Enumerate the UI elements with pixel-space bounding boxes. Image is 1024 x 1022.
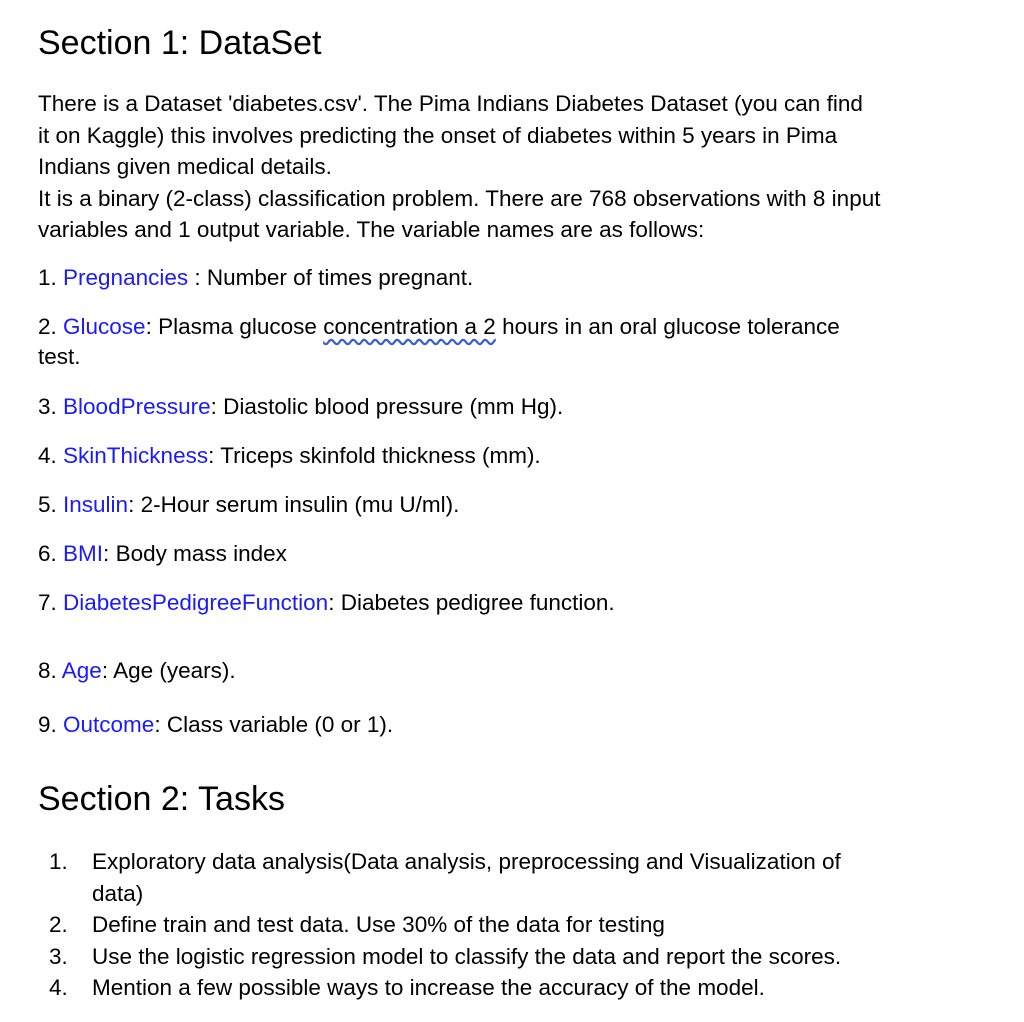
section-1-heading: Section 1: DataSet [38,24,322,62]
variable-item-insulin: 5. Insulin: 2-Hour serum insulin (mu U/ml). [38,492,460,517]
variable-name: DiabetesPedigreeFunction [63,590,329,615]
variable-item-skinthickness: 4. SkinThickness: Triceps skinfold thickness (mm). [38,443,541,468]
intro-paragraph [38,88,1000,246]
task-item: 3. Use the logistic regression model to classify the data and report the scores. [49,943,842,969]
variable-item-outcome: 9. Outcome: Class variable (0 or 1). [38,712,394,737]
variable-item-glucose: 2. Glucose: Plasma glucose concentration a 2 hours in an oral glucose tolerance [38,314,840,339]
variable-name: Outcome [63,712,155,737]
variable-desc: Plasma glucose [158,314,324,339]
intro-line: It is a binary (2-class) classification problem. There are 768 observations with 8 input [38,185,881,211]
variable-name: SkinThickness [63,443,209,468]
task-item: 4. Mention a few possible ways to increase the accuracy of the model. [49,975,765,1000]
variable-desc: Number of times pregnant. [206,265,474,290]
intro-line: it on Kaggle) this involves predicting the onset of diabetes within 5 years in Pima [38,122,838,148]
variable-desc: Body mass index [115,541,287,566]
variable-item-diabetespedigreefunction: 7. DiabetesPedigreeFunction: Diabetes pedigree function. [38,590,615,615]
variable-name: Age [61,658,102,683]
variable-name: BloodPressure [63,394,211,419]
variable-item-bloodpressure: 3. BloodPressure: Diastolic blood pressure (mm Hg). [38,394,564,419]
variable-item-age: 8. Age: Age (years). [38,658,236,683]
variable-desc: Diabetes pedigree function. [340,590,615,615]
variable-name: Insulin [63,492,129,517]
variable-name: Glucose [63,314,146,339]
spellcheck-underline: concentration a 2 [323,314,496,339]
variable-desc: Class variable (0 or 1). [166,712,394,737]
variable-desc: 2-Hour serum insulin (mu U/ml). [140,492,460,517]
variable-desc: Diastolic blood pressure (mm Hg). [223,394,564,419]
section-2-heading: Section 2: Tasks [38,780,285,818]
variable-desc: Triceps skinfold thickness (mm). [220,443,541,468]
task-item: 1. Exploratory data analysis(Data analysis, preprocessing and Visualization of data) [49,849,841,906]
task-list [38,846,992,1004]
intro-line: There is a Dataset 'diabetes.csv'. The Pima Indians Diabetes Dataset (you can find [38,91,863,116]
intro-line: variables and 1 output variable. The variable names are as follows: [38,217,705,242]
intro-line: Indians given medical details. [38,154,332,179]
variable-item-bmi: 6. BMI: Body mass index [38,541,287,566]
variable-name: BMI [63,541,104,566]
variable-desc: Age (years). [113,658,236,683]
variable-name: Pregnancies [63,265,189,290]
variable-item-pregnancies: 1. Pregnancies : Number of times pregnant. [38,265,474,290]
task-item: 2. Define train and test data. Use 30% of the data for testing [49,912,665,937]
variable-item-glucose-cont: test. [38,344,81,369]
